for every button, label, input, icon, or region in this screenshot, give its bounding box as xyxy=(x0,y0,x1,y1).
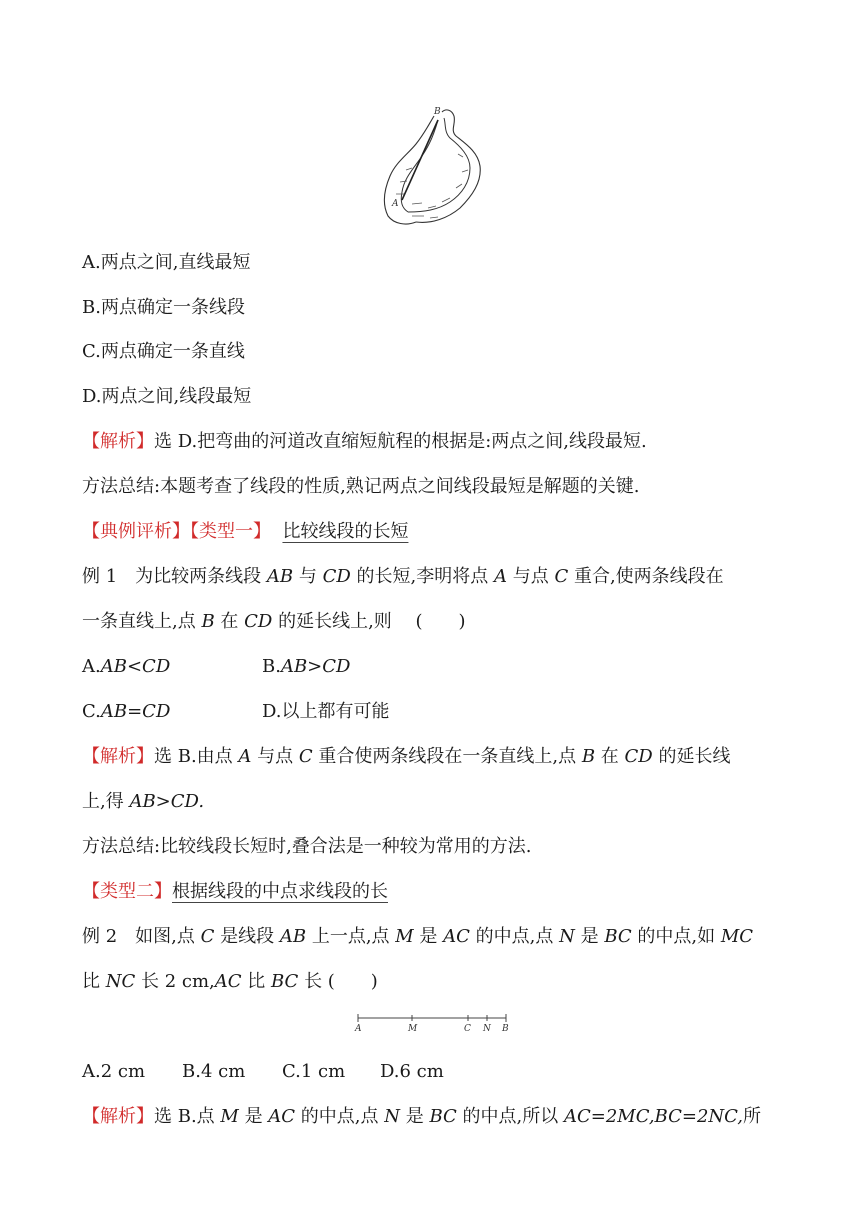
option-a: A.两点之间,直线最短 xyxy=(82,252,251,273)
point-label-c: C xyxy=(464,1024,471,1034)
type-one-title: 比较线段的长短 xyxy=(282,521,409,542)
river-figure xyxy=(372,104,492,230)
example-2-option-a: A.2 cm xyxy=(82,1061,146,1082)
example-2-line-2: 比 NC 长 2 cm,AC 比 BC 长 ( ) xyxy=(82,971,378,992)
point-label-n: N xyxy=(483,1024,491,1034)
example-1-line-1: 例 1 为比较两条线段 AB 与 CD 的长短,李明将点 A 与点 C 重合,使两条线段在 xyxy=(82,566,724,587)
example-1-option-c: C.AB=CD xyxy=(82,701,171,722)
point-label-a: A xyxy=(355,1024,362,1034)
example-1-line-2: 一条直线上,点 B 在 CD 的延长线上,则 ( ) xyxy=(82,611,466,632)
example-2-line-1: 例 2 如图,点 C 是线段 AB 上一点,点 M 是 AC 的中点,点 N 是 BC 的中点,如 MC xyxy=(82,926,754,947)
analysis-2-line-1: 【解析】选 B.点 M 是 AC 的中点,点 N 是 BC 的中点,所以 AC=2MC,BC=2NC,所 xyxy=(82,1106,762,1127)
analysis-tag: 【解析】 xyxy=(82,431,154,452)
example-1-option-d: D.以上都有可能 xyxy=(262,701,390,722)
point-label-m: M xyxy=(408,1024,418,1034)
river-label-b: B xyxy=(434,107,441,117)
example-2-option-b: B.4 cm xyxy=(182,1061,246,1082)
type-two-heading: 【类型二】根据线段的中点求线段的长 xyxy=(82,881,388,902)
analysis-1-line-1: 【解析】选 B.由点 A 与点 C 重合使两条线段在一条直线上,点 B 在 CD 的延长线 xyxy=(82,746,731,767)
example-1-option-b: B.AB>CD xyxy=(262,656,351,677)
analysis-0: 【解析】选 D.把弯曲的河道改直缩短航程的根据是:两点之间,线段最短. xyxy=(82,431,647,452)
point-label-b: B xyxy=(502,1024,509,1034)
analysis-1-line-2: 上,得 AB>CD. xyxy=(82,791,205,812)
method-summary-0: 方法总结:本题考查了线段的性质,熟记两点之间线段最短是解题的关键. xyxy=(82,476,640,497)
example-2-option-c: C.1 cm xyxy=(282,1061,346,1082)
straight-segment-ab xyxy=(402,120,438,200)
type-two-title: 根据线段的中点求线段的长 xyxy=(172,881,388,902)
method-summary-1: 方法总结:比较线段长短时,叠合法是一种较为常用的方法. xyxy=(82,836,532,857)
segment-diagram xyxy=(350,1010,514,1036)
example-2-options xyxy=(82,1059,444,1085)
option-b: B.两点确定一条线段 xyxy=(82,297,245,318)
river-label-a: A xyxy=(392,199,399,209)
type-one-heading: 【典例评析】【类型一】 比较线段的长短 xyxy=(82,521,409,542)
option-d: D.两点之间,线段最短 xyxy=(82,386,252,407)
example-1-option-a: A.AB<CD xyxy=(82,656,171,677)
example-2-option-d: D.6 cm xyxy=(380,1061,444,1082)
option-c: C.两点确定一条直线 xyxy=(82,341,245,362)
river-right-bank-outer xyxy=(416,110,480,222)
